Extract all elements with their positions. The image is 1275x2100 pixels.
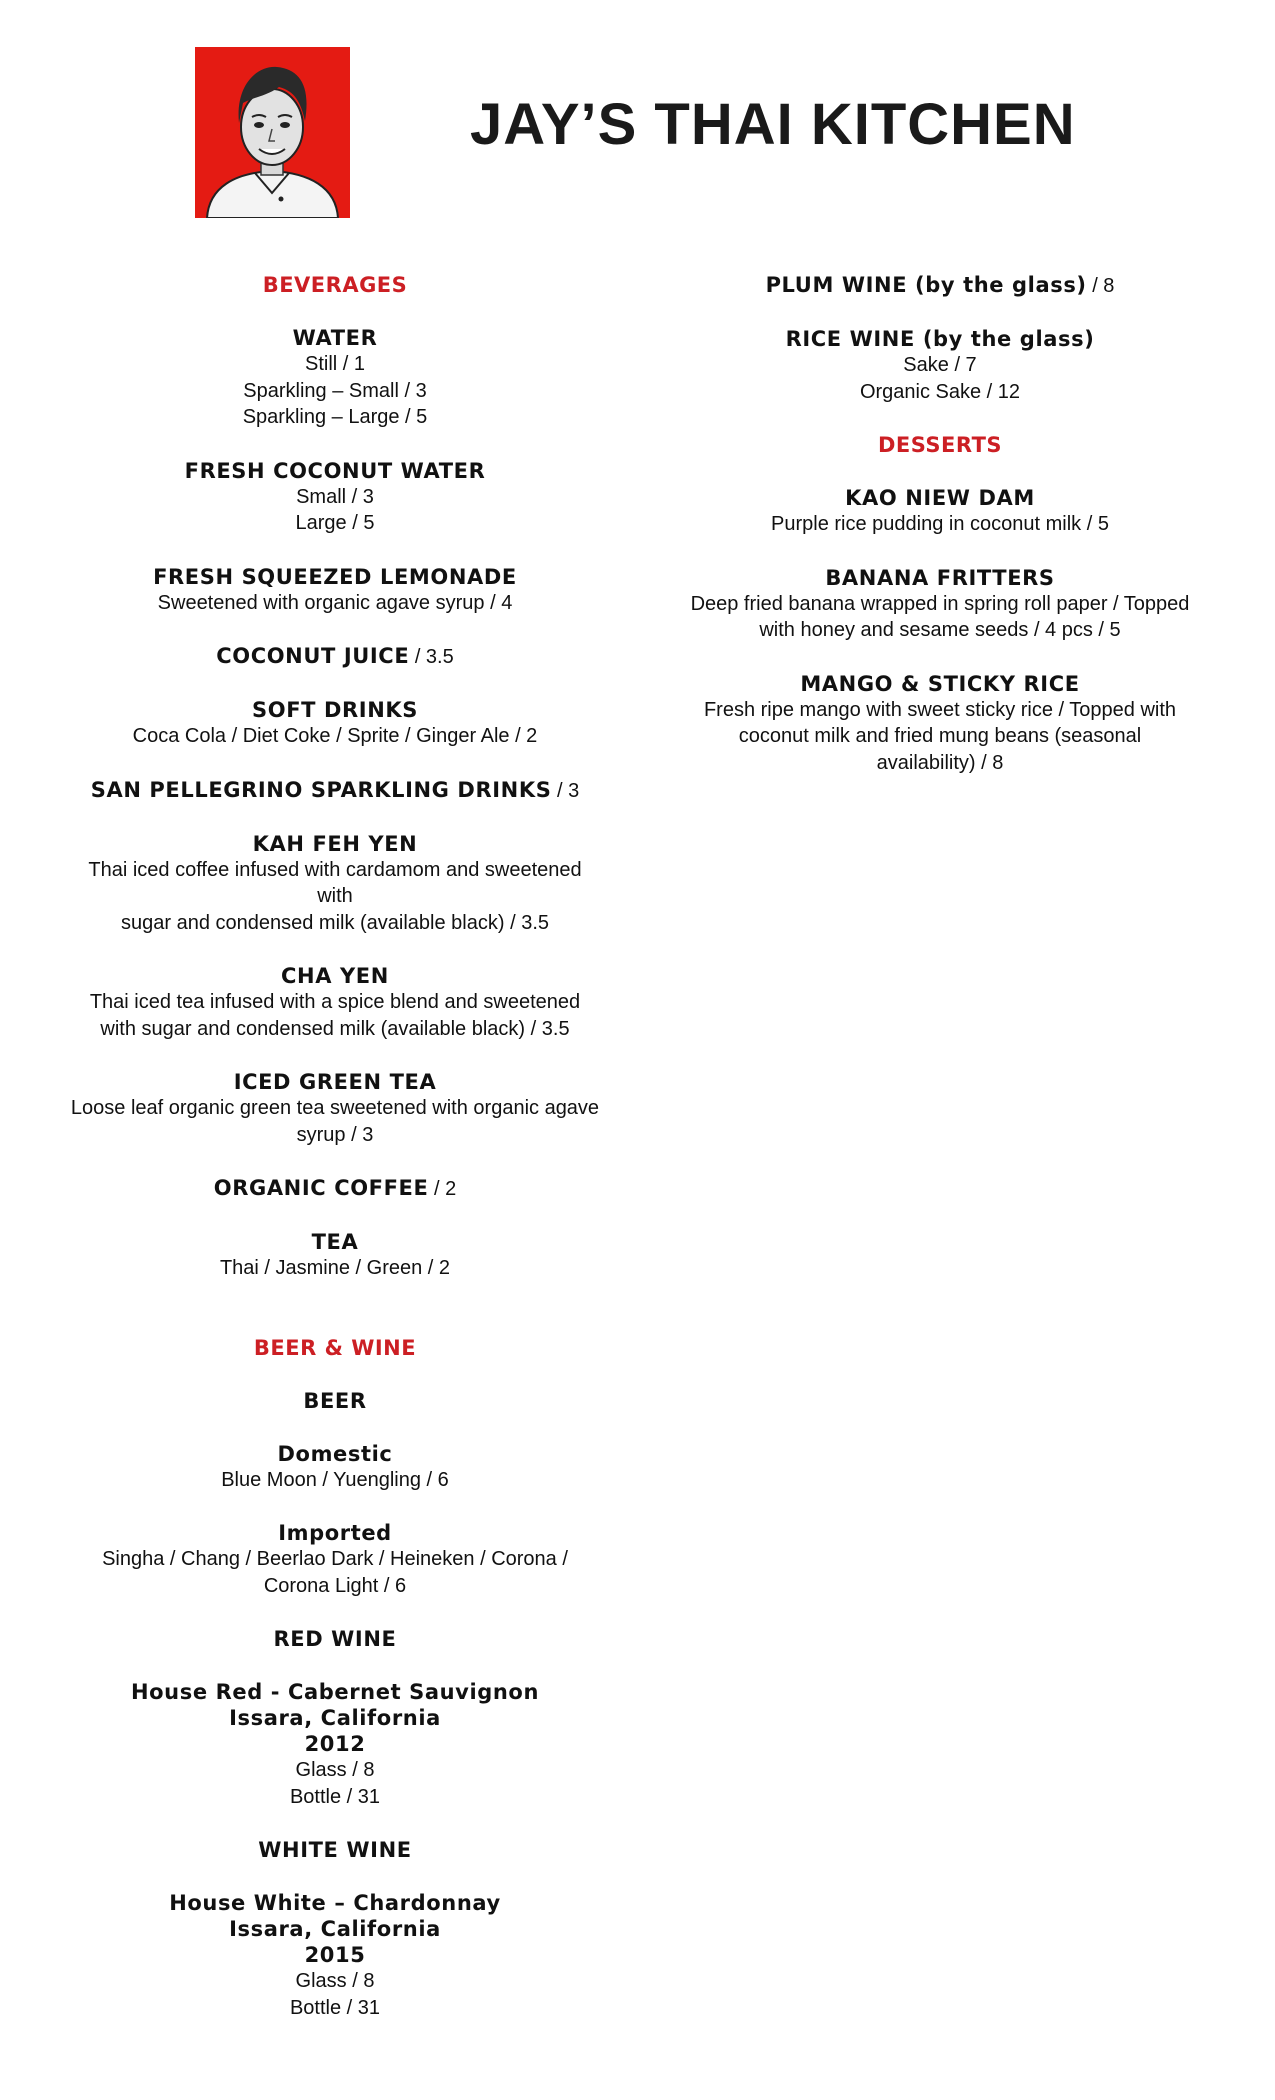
item-line: Still / 1 — [304, 353, 366, 375]
menu-item-soft-drinks — [40, 697, 630, 750]
item-name: MANGO & STICKY RICE — [800, 671, 1080, 696]
item-name: TEA — [311, 1230, 359, 1254]
item-name: Domestic — [277, 1441, 393, 1466]
page-title: JAY’S THAI KITCHEN — [470, 92, 1076, 157]
menu-item-water — [40, 325, 630, 431]
item-line: Bottle / 31 — [289, 1785, 381, 1808]
item-line: Sake / 7 — [903, 354, 977, 376]
menu-item-rice-wine — [660, 326, 1220, 405]
item-line: Loose leaf organic green tea sweetened with organic agave — [70, 1097, 600, 1119]
item-name: BANANA FRITTERS — [825, 565, 1055, 590]
item-line: with sugar and condensed milk (available black) / 3.5 — [100, 1017, 570, 1040]
item-name-text: SAN PELLEGRINO SPARKLING DRINKS — [90, 777, 552, 802]
item-line: Sparkling – Large / 5 — [242, 406, 428, 428]
item-name: FRESH COCONUT WATER — [184, 458, 486, 483]
item-name: Imported — [278, 1521, 392, 1545]
item-name — [40, 777, 630, 804]
menu-item-pellegrino — [40, 777, 630, 804]
chef-portrait-icon — [195, 47, 350, 218]
menu-item-kah-feh-yen — [40, 831, 630, 937]
item-line: syrup / 3 — [296, 1123, 374, 1146]
subsection-heading: WHITE WINE — [258, 1838, 412, 1862]
item-name — [40, 643, 630, 670]
item-name: House Red - Cabernet Sauvignon — [130, 1680, 540, 1704]
menu-item-lemonade — [40, 564, 630, 617]
item-line: coconut milk and fried mung beans (seasonal — [738, 725, 1142, 747]
subsection-heading: BEER — [303, 1388, 367, 1413]
menu-item-domestic-beer — [40, 1441, 630, 1494]
subsection-heading: RED WINE — [273, 1627, 397, 1651]
item-price: / 3.5 — [409, 646, 454, 668]
menu-item-tea — [40, 1229, 630, 1282]
item-line: Thai iced tea infused with a spice blend and sweetened — [89, 991, 581, 1013]
menu-item-plum-wine — [660, 272, 1220, 299]
item-line: with honey and sesame seeds / 4 pcs / 5 — [759, 619, 1121, 641]
item-name-text: ORGANIC COFFEE — [213, 1176, 429, 1200]
item-line: Sparkling – Small / 3 — [243, 379, 427, 402]
menu-item-mango-sticky-rice — [660, 671, 1220, 777]
subsection-beer — [40, 1388, 630, 1414]
item-line: Deep fried banana wrapped in spring roll paper / Topped — [690, 592, 1190, 615]
item-line: Coca Cola / Diet Coke / Sprite / Ginger Ale / 2 — [132, 725, 538, 747]
left-column — [40, 272, 630, 2048]
right-column — [660, 272, 1220, 803]
item-name: Issara, California — [229, 1706, 441, 1730]
item-line: sugar and condensed milk (available black) / 3.5 — [120, 911, 550, 934]
subsection-white-wine — [40, 1837, 630, 1863]
restaurant-logo — [195, 47, 350, 218]
item-name: RICE WINE (by the glass) — [785, 327, 1095, 351]
item-name: KAH FEH YEN — [252, 831, 418, 856]
section-title-desserts: DESSERTS — [877, 433, 1003, 457]
item-name: WATER — [292, 326, 378, 350]
item-name: 2015 — [304, 1943, 366, 1967]
item-line: Singha / Chang / Beerlao Dark / Heineken / Corona / — [102, 1548, 568, 1570]
subsection-red-wine — [40, 1626, 630, 1652]
section-title-beer-wine: BEER & WINE — [253, 1335, 417, 1360]
item-name — [660, 272, 1220, 299]
item-price: / 8 — [1086, 275, 1115, 297]
item-price: / 3 — [551, 779, 580, 802]
item-name: CHA YEN — [281, 964, 389, 988]
section-spacer — [40, 1309, 630, 1335]
item-line: Corona Light / 6 — [263, 1574, 407, 1597]
section-title-beverages: BEVERAGES — [262, 273, 408, 297]
item-line: Thai / Jasmine / Green / 2 — [219, 1257, 451, 1279]
item-line: availability) / 8 — [876, 751, 1004, 774]
item-name: ICED GREEN TEA — [233, 1070, 437, 1094]
item-name: KAO NIEW DAM — [845, 486, 1035, 510]
menu-item-banana-fritters — [660, 565, 1220, 644]
item-name: 2012 — [304, 1732, 366, 1756]
item-line: Sweetened with organic agave syrup / 4 — [157, 591, 513, 614]
item-line: with — [317, 885, 353, 907]
item-price: / 2 — [428, 1178, 457, 1200]
item-name: Issara, California — [229, 1917, 441, 1941]
menu-item-coconut-water — [40, 458, 630, 537]
menu-item-house-red — [40, 1679, 630, 1810]
item-name-text: PLUM WINE (by the glass) — [765, 273, 1087, 297]
item-name: SOFT DRINKS — [252, 698, 418, 722]
item-line: Blue Moon / Yuengling / 6 — [221, 1468, 449, 1491]
item-line: Bottle / 31 — [289, 1996, 381, 2019]
item-line: Purple rice pudding in coconut milk / 5 — [771, 513, 1109, 535]
menu-item-organic-coffee — [40, 1175, 630, 1202]
item-line: Organic Sake / 12 — [859, 380, 1021, 403]
item-line: Thai iced coffee infused with cardamom and sweetened — [88, 858, 582, 881]
menu-item-imported-beer — [40, 1520, 630, 1599]
menu-item-iced-green-tea — [40, 1069, 630, 1148]
menu-item-coconut-juice — [40, 643, 630, 670]
menu-item-house-white — [40, 1890, 630, 2021]
menu-item-kao-niew-dam — [660, 485, 1220, 538]
item-name: FRESH SQUEEZED LEMONADE — [153, 564, 517, 589]
item-line: Large / 5 — [295, 512, 375, 534]
menu-item-cha-yen — [40, 963, 630, 1042]
item-line: Glass / 8 — [295, 1970, 375, 1992]
item-line: Fresh ripe mango with sweet sticky rice / Topped with — [703, 698, 1177, 721]
item-name — [40, 1175, 630, 1202]
item-name-text: COCONUT JUICE — [216, 644, 410, 668]
item-line: Glass / 8 — [295, 1759, 375, 1781]
item-line: Small / 3 — [296, 485, 374, 508]
item-name: House White – Chardonnay — [169, 1891, 501, 1915]
